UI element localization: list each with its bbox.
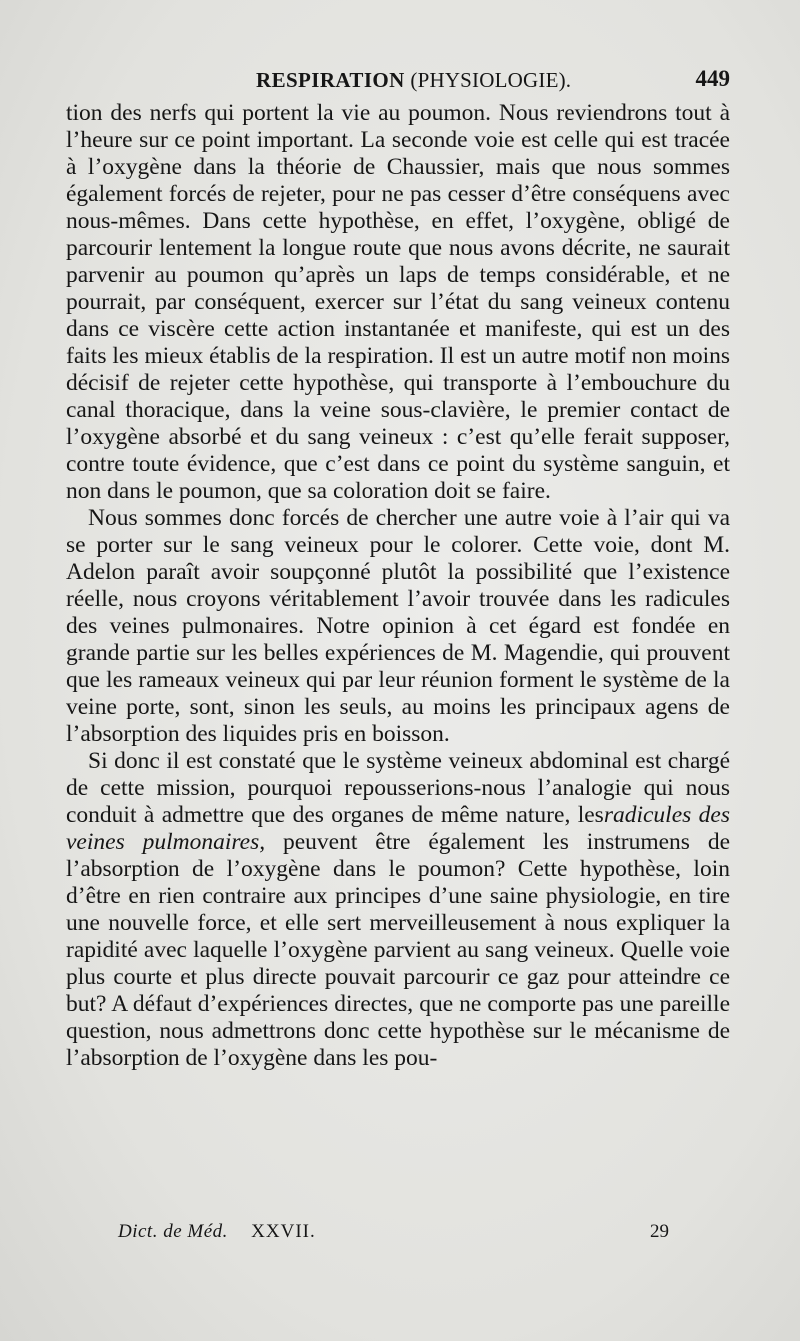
running-header xyxy=(66,60,730,100)
italic-term: radicules des veines pulmonaires, xyxy=(66,802,730,855)
signature-title: Dict. de Méd. xyxy=(118,1221,228,1242)
paragraph-continued: tion des nerfs qui portent la vie au poumon. Nous reviendrons tout à l’heure sur ce point important. La seconde voie est celle qui est tracée à l’oxygène dans la théorie de Chaussier, mais que nous sommes également forcés de rejeter, pour ne pas cesser d’être conséquens avec nous-mêmes. Dans cette hypothèse, en effet, l’oxygène, obligé de parcourir lentement la longue route que nous avons décrite, ne saurait parvenir au poumon qu’après un laps de temps considérable, et ne pourrait, par conséquent, exercer sur l’état du sang veineux contenu dans ce viscère cette action instantanée et manifeste, qui est un des faits les mieux établis de la respiration. Il est un autre motif non moins décisif de rejeter cette hypothèse, qui transporte à l’embouchure du canal thoracique, dans la veine sous-clavière, le premier contact de l’oxygène absorbé et du sang veineux : c’est qu’elle ferait supposer, contre toute évidence, que c’est dans ce point du système sanguin, et non dans le poumon, que sa coloration doit se faire. xyxy=(66,100,730,504)
running-title-main: RESPIRATION xyxy=(256,68,405,92)
volume-number: XXVII. xyxy=(251,1221,316,1242)
sheet-number: 29 xyxy=(650,1221,669,1242)
paragraph-text: peuvent être également les instrumens de l’absorption de l’oxygène dans le poumon? Cette hypothèse, loin d’être en rien contraire aux principes d’une saine physiologie, en tire une nouvelle force, et elle sert merveilleusement à nous expliquer la rapidité avec laquelle l’oxygène parvient au sang veineux. Quelle voie plus courte et plus directe pouvait parcourir ce gaz pour atteindre ce but? A défaut d’expériences directes, que ne comporte pas une pareille question, nous admettrons donc cette hypothèse sur le mécanisme de l’absorption de l’oxygène dans les pou- xyxy=(66,829,730,1071)
page-number: 449 xyxy=(695,66,730,91)
paragraph-text: Si donc il est constaté que le système veineux abdominal est chargé de cette mission, pourquoi repousserions-nous l’analogie qui nous conduit à admettre que des organes de même nature, les xyxy=(66,748,730,828)
running-title xyxy=(256,68,571,93)
body-text xyxy=(66,100,730,1072)
paragraph: Nous sommes donc forcés de chercher une autre voie à l’air qui va se porter sur le sang veineux pour le colorer. Cette voie, dont M. Adelon paraît avoir soupçonné plutôt la possibilité que l’existence réelle, nous croyons véritablement l’avoir trouvée dans les radicules des veines pulmonaires. Notre opinion à cet égard est fondée en grande partie sur les belles expériences de M. Magendie, qui prouvent que les rameaux veineux qui par leur réunion forment le système de la veine porte, sont, sinon les seuls, au moins les principaux agens de l’absorption des liquides pris en boisson. xyxy=(66,505,730,747)
page-footer xyxy=(66,1221,730,1251)
printer-signature xyxy=(118,1221,316,1243)
running-title-subject: (PHYSIOLOGIE). xyxy=(410,68,572,92)
paragraph xyxy=(66,748,730,1072)
